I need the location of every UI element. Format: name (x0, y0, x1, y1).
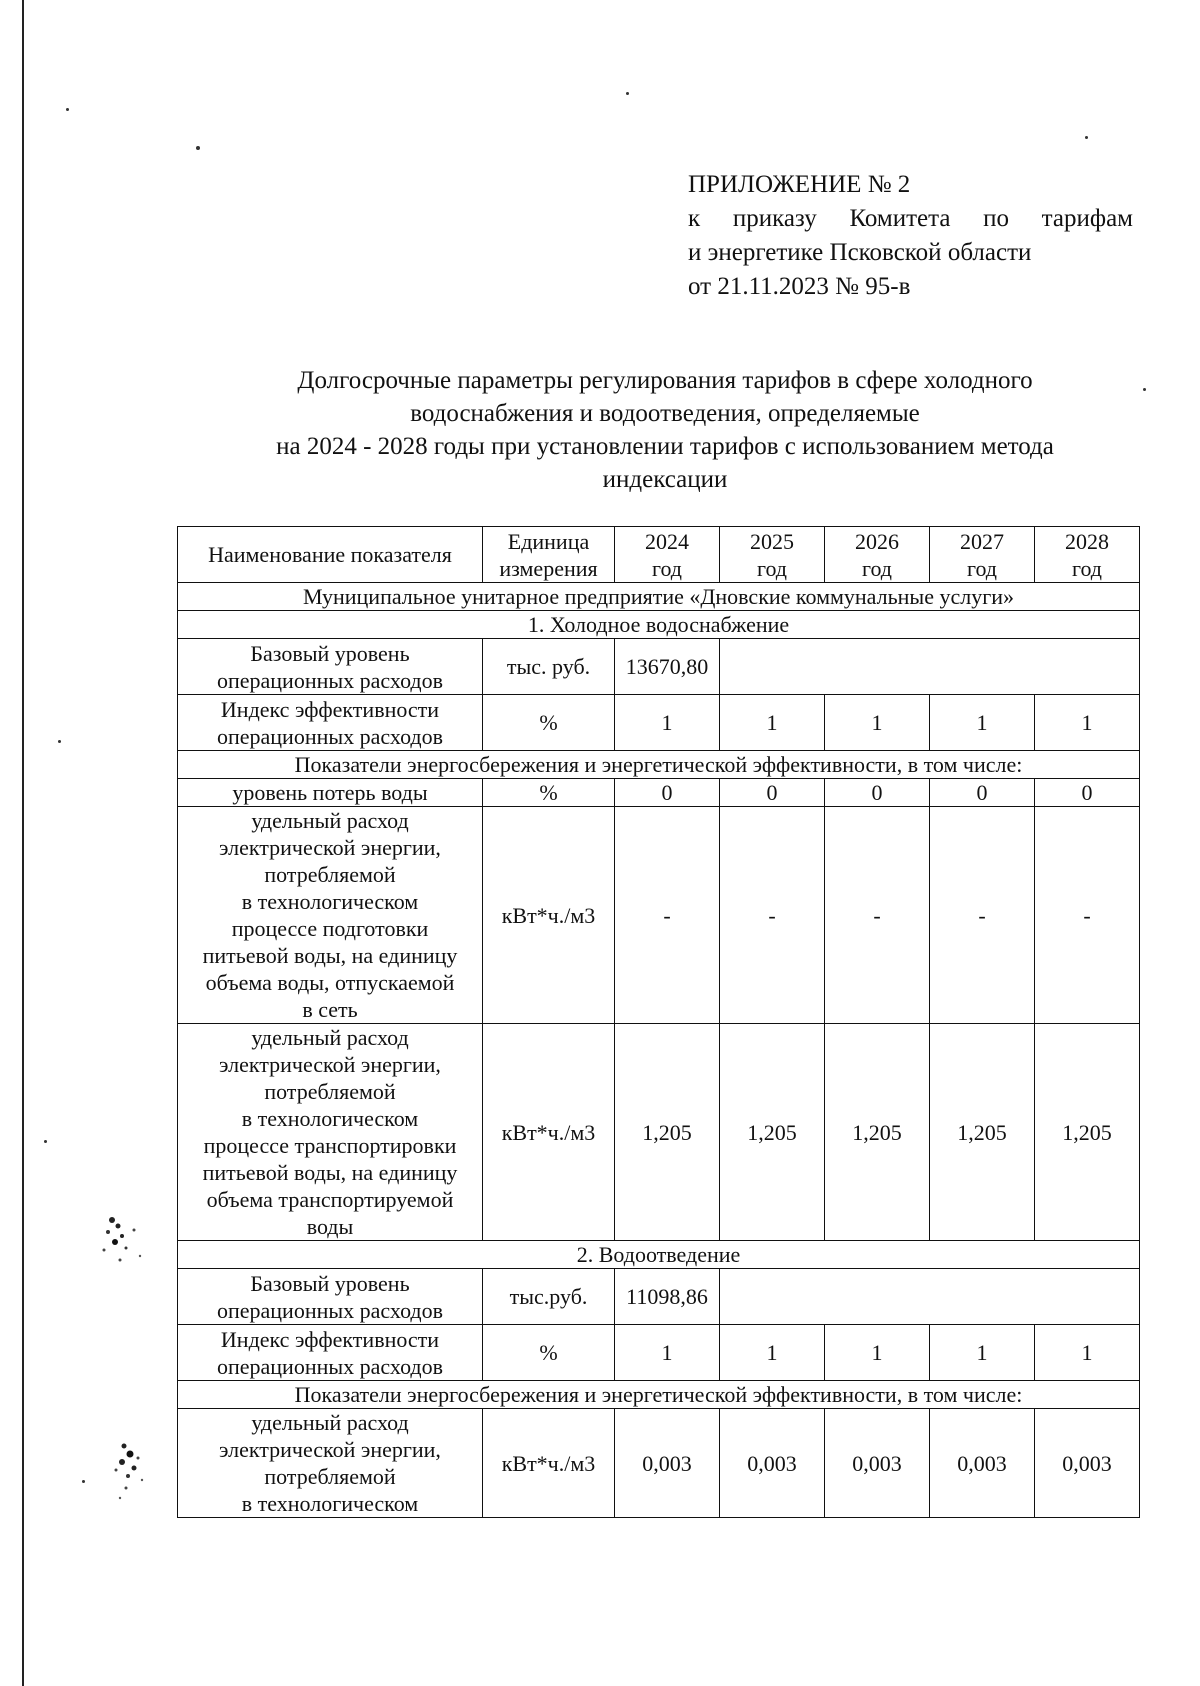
appendix-word: к (688, 205, 701, 232)
row-name: уровень потерь воды (178, 779, 483, 807)
scan-speck (44, 1140, 47, 1143)
header-year-value: 2025 (750, 528, 794, 554)
row-value: 0,003 (615, 1409, 720, 1518)
row-value: 1 (615, 1325, 720, 1381)
header-year-value: 2027 (960, 528, 1004, 554)
appendix-header (688, 168, 1133, 304)
row-unit: кВт*ч./м3 (483, 807, 615, 1024)
row-name-line: электрической энергии, (219, 1437, 441, 1462)
header-year-suffix: год (651, 555, 683, 581)
row-value: 0 (930, 779, 1035, 807)
row-value: 1,205 (930, 1024, 1035, 1241)
row-unit: % (483, 695, 615, 751)
energy-header-row (178, 751, 1140, 779)
scan-speck (82, 1480, 85, 1483)
row-unit: % (483, 1325, 615, 1381)
row-name-line: удельный расход (251, 1025, 409, 1050)
row-name-line: операционных расходов (216, 1353, 444, 1379)
row-name (178, 695, 483, 751)
row-name-line: операционных расходов (216, 723, 444, 749)
row-name (178, 1325, 483, 1381)
scan-page-edge (22, 0, 24, 1686)
table-header-row (178, 527, 1140, 583)
row-name (178, 1409, 483, 1518)
row-value: 0,003 (930, 1409, 1035, 1518)
appendix-word: по (983, 205, 1010, 232)
row-value: - (1035, 807, 1140, 1024)
header-year (615, 527, 720, 583)
header-year-value: 2026 (855, 528, 899, 554)
scan-noise (100, 1420, 170, 1530)
row-value: 1 (930, 1325, 1035, 1381)
row-name-line: операционных расходов (216, 667, 444, 693)
row-name-line: воды (306, 1214, 354, 1239)
row-value: 1 (1035, 695, 1140, 751)
table-row (178, 1325, 1140, 1381)
row-value: 1 (720, 1325, 825, 1381)
organization-name: Муниципальное унитарное предприятие «Дновские коммунальные услуги» (178, 583, 1140, 611)
row-name-line: Базовый уровень (250, 1270, 410, 1296)
row-value: 13670,80 (615, 639, 720, 695)
row-name-line: операционных расходов (216, 1297, 444, 1323)
header-unit (483, 527, 615, 583)
scan-speck (626, 92, 629, 95)
row-name-line: в технологическом (241, 889, 419, 914)
section-title: 1. Холодное водоснабжение (178, 611, 1140, 639)
appendix-number: ПРИЛОЖЕНИЕ № 2 (688, 171, 911, 198)
row-unit: тыс. руб. (483, 639, 615, 695)
header-name: Наименование показателя (178, 527, 483, 583)
row-unit: тыс.руб. (483, 1269, 615, 1325)
row-name-line: электрической энергии, (219, 835, 441, 860)
table-row (178, 807, 1140, 1024)
title-line: индексации (602, 466, 728, 493)
row-unit: кВт*ч./м3 (483, 1024, 615, 1241)
row-value: 1 (720, 695, 825, 751)
row-name (178, 807, 483, 1024)
header-year-suffix: год (861, 555, 893, 581)
row-name-line: объема транспортируемой (206, 1187, 454, 1212)
row-name (178, 1269, 483, 1325)
table-row (178, 1269, 1140, 1325)
section-title-row (178, 611, 1140, 639)
header-year (720, 527, 825, 583)
row-name-line: Индекс эффективности (220, 696, 440, 722)
header-unit-line: Единица (507, 528, 590, 554)
document-title (205, 364, 1125, 496)
header-year-suffix: год (756, 555, 788, 581)
appendix-word: тарифам (1041, 205, 1133, 232)
row-value: 1 (825, 695, 930, 751)
row-value: 1 (1035, 1325, 1140, 1381)
table-row (178, 639, 1140, 695)
row-name-line: потребляемой (264, 1464, 396, 1489)
row-value: 1,205 (825, 1024, 930, 1241)
section-title-row (178, 1241, 1140, 1269)
row-name-line: процессе подготовки (231, 916, 429, 941)
row-value: 0 (720, 779, 825, 807)
row-name-line: в технологическом (241, 1491, 419, 1516)
row-value: 1,205 (720, 1024, 825, 1241)
table-row (178, 1024, 1140, 1241)
row-name-line: процессе транспортировки (203, 1133, 457, 1158)
appendix-order-line (688, 202, 1133, 236)
row-name-line: объема воды, отпускаемой (205, 970, 455, 995)
scan-speck (58, 740, 61, 743)
scan-speck (1085, 136, 1088, 139)
energy-header: Показатели энергосбережения и энергетической эффективности, в том числе: (178, 751, 1140, 779)
row-name-line: Базовый уровень (250, 640, 410, 666)
row-value: 0 (615, 779, 720, 807)
header-year-value: 2024 (645, 528, 689, 554)
row-name (178, 639, 483, 695)
row-name-line: удельный расход (251, 1410, 409, 1435)
title-line: на 2024 - 2028 годы при установлении тарифов с использованием метода (276, 433, 1054, 460)
appendix-committee: и энергетике Псковской области (688, 239, 1032, 266)
energy-header-row (178, 1381, 1140, 1409)
row-value: 1 (825, 1325, 930, 1381)
scan-noise (90, 1190, 160, 1300)
row-value: 0 (825, 779, 930, 807)
row-value: 11098,86 (615, 1269, 720, 1325)
row-value: - (615, 807, 720, 1024)
row-value: - (825, 807, 930, 1024)
row-unit: % (483, 779, 615, 807)
energy-header: Показатели энергосбережения и энергетической эффективности, в том числе: (178, 1381, 1140, 1409)
header-year (825, 527, 930, 583)
row-name-line: потребляемой (264, 862, 396, 887)
scan-speck (196, 146, 200, 150)
row-value-empty (720, 1269, 1140, 1325)
row-name-line: потребляемой (264, 1079, 396, 1104)
row-value-empty (720, 639, 1140, 695)
header-year-suffix: год (966, 555, 998, 581)
table-row (178, 695, 1140, 751)
header-unit-line: измерения (499, 555, 598, 581)
row-value: 0,003 (720, 1409, 825, 1518)
header-year-value: 2028 (1065, 528, 1109, 554)
row-name-line: электрической энергии, (219, 1052, 441, 1077)
row-name-line: Индекс эффективности (220, 1326, 440, 1352)
title-line: водоснабжения и водоотведения, определяемые (410, 400, 920, 427)
row-value: 1 (930, 695, 1035, 751)
section-title: 2. Водоотведение (178, 1241, 1140, 1269)
row-value: - (930, 807, 1035, 1024)
appendix-word: приказу (732, 205, 817, 232)
row-value: 1,205 (1035, 1024, 1140, 1241)
row-value: 0,003 (825, 1409, 930, 1518)
row-value: - (720, 807, 825, 1024)
header-year (930, 527, 1035, 583)
appendix-order-date: от 21.11.2023 № 95-в (688, 273, 911, 300)
header-year-suffix: год (1071, 555, 1103, 581)
row-value: 0 (1035, 779, 1140, 807)
row-value: 1 (615, 695, 720, 751)
organization-row (178, 583, 1140, 611)
row-unit: кВт*ч./м3 (483, 1409, 615, 1518)
table-row (178, 1409, 1140, 1518)
row-name-line: в технологическом (241, 1106, 419, 1131)
scan-speck (1143, 388, 1146, 391)
row-name (178, 1024, 483, 1241)
row-name-line: в сеть (302, 997, 358, 1022)
header-year (1035, 527, 1140, 583)
row-name-line: питьевой воды, на единицу (202, 943, 458, 968)
table-row (178, 779, 1140, 807)
tariff-parameters-table (177, 526, 1140, 1518)
row-value: 1,205 (615, 1024, 720, 1241)
row-name-line: питьевой воды, на единицу (202, 1160, 458, 1185)
scan-speck (66, 108, 69, 111)
row-name-line: удельный расход (251, 808, 409, 833)
row-value: 0,003 (1035, 1409, 1140, 1518)
title-line: Долгосрочные параметры регулирования тарифов в сфере холодного (297, 367, 1033, 394)
appendix-word: Комитета (849, 205, 951, 232)
